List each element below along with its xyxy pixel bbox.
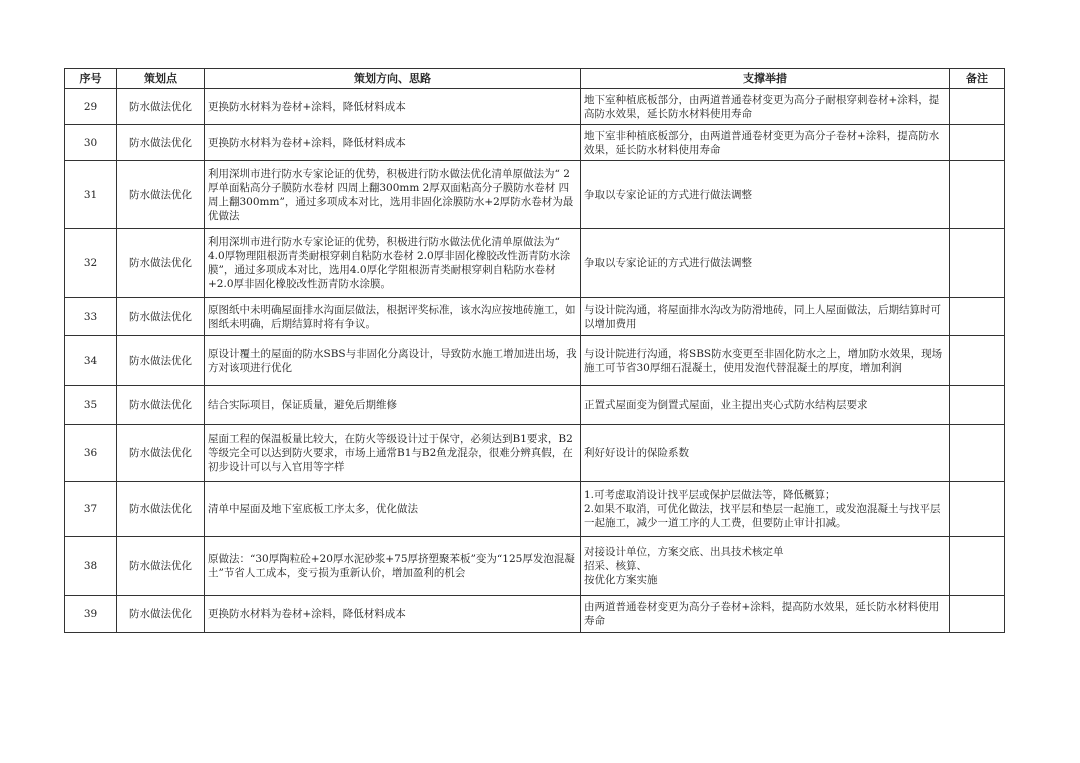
header-support: 支撑举措 xyxy=(581,69,950,89)
cell-no: 29 xyxy=(65,89,117,125)
cell-note xyxy=(950,125,1005,161)
cell-direction: 更换防水材料为卷材+涂料，降低材料成本 xyxy=(205,125,581,161)
cell-support: 争取以专家论证的方式进行做法调整 xyxy=(581,161,950,229)
cell-direction: 屋面工程的保温板量比较大，在防火等级设计过于保守，必须达到B1要求，B2等级完全可以达到防火要求，市场上通常B1与B2鱼龙混杂，很难分辨真假，在初步设计可以与入官用等字样 xyxy=(205,425,581,482)
cell-direction: 清单中屋面及地下室底板工序太多，优化做法 xyxy=(205,482,581,537)
cell-note xyxy=(950,425,1005,482)
table-row xyxy=(65,229,1005,298)
cell-no: 38 xyxy=(65,537,117,596)
cell-support: 地下室非种植底板部分，由两道普通卷材变更为高分子卷材+涂料，提高防水效果，延长防水材料使用寿命 xyxy=(581,125,950,161)
table-row xyxy=(65,89,1005,125)
cell-note xyxy=(950,482,1005,537)
cell-point: 防水做法优化 xyxy=(117,386,205,425)
table-row xyxy=(65,596,1005,633)
cell-no: 34 xyxy=(65,336,117,386)
cell-no: 37 xyxy=(65,482,117,537)
cell-support: 与设计院进行沟通，将SBS防水变更至非固化防水之上，增加防水效果，现场施工可节省30厚细石混凝土，使用发泡代替混凝土的厚度，增加利润 xyxy=(581,336,950,386)
cell-direction: 原图纸中未明确屋面排水沟面层做法，根据评奖标准，该水沟应按地砖施工，如图纸未明确，后期结算时将有争议。 xyxy=(205,298,581,336)
cell-point: 防水做法优化 xyxy=(117,537,205,596)
cell-support: 争取以专家论证的方式进行做法调整 xyxy=(581,229,950,298)
cell-direction: 更换防水材料为卷材+涂料，降低材料成本 xyxy=(205,89,581,125)
cell-support: 由两道普通卷材变更为高分子卷材+涂料，提高防水效果，延长防水材料使用寿命 xyxy=(581,596,950,633)
cell-note xyxy=(950,336,1005,386)
cell-note xyxy=(950,161,1005,229)
cell-note xyxy=(950,537,1005,596)
cell-support: 1.可考虑取消设计找平层或保护层做法等，降低概算； 2.如果不取消，可优化做法，找平层和垫层一起施工，或发泡混凝土与找平层一起施工，减少一道工序的人工费，但要防止审计扣减。 xyxy=(581,482,950,537)
cell-direction: 更换防水材料为卷材+涂料，降低材料成本 xyxy=(205,596,581,633)
cell-point: 防水做法优化 xyxy=(117,125,205,161)
cell-note xyxy=(950,386,1005,425)
table-row xyxy=(65,482,1005,537)
table-row xyxy=(65,298,1005,336)
table-row xyxy=(65,537,1005,596)
cell-support: 与设计院沟通，将屋面排水沟改为防滑地砖，同上人屋面做法，后期结算时可以增加费用 xyxy=(581,298,950,336)
plan-table-container xyxy=(64,68,1004,633)
cell-note xyxy=(950,89,1005,125)
cell-support: 地下室种植底板部分，由两道普通卷材变更为高分子耐根穿刺卷材+涂料，提高防水效果，延长防水材料使用寿命 xyxy=(581,89,950,125)
cell-point: 防水做法优化 xyxy=(117,482,205,537)
cell-point: 防水做法优化 xyxy=(117,89,205,125)
cell-direction: 原做法：“30厚陶粒砼+20厚水泥砂浆+75厚挤塑聚苯板”变为“125厚发泡混凝土”节省人工成本，变亏损为重新认价，增加盈利的机会 xyxy=(205,537,581,596)
cell-point: 防水做法优化 xyxy=(117,425,205,482)
cell-point: 防水做法优化 xyxy=(117,336,205,386)
cell-point: 防水做法优化 xyxy=(117,298,205,336)
cell-point: 防水做法优化 xyxy=(117,161,205,229)
cell-support: 利好好设计的保险系数 xyxy=(581,425,950,482)
table-row xyxy=(65,336,1005,386)
cell-no: 31 xyxy=(65,161,117,229)
header-no: 序号 xyxy=(65,69,117,89)
header-point: 策划点 xyxy=(117,69,205,89)
cell-no: 30 xyxy=(65,125,117,161)
table-row xyxy=(65,425,1005,482)
cell-no: 39 xyxy=(65,596,117,633)
cell-no: 32 xyxy=(65,229,117,298)
table-row xyxy=(65,125,1005,161)
cell-note xyxy=(950,229,1005,298)
cell-point: 防水做法优化 xyxy=(117,596,205,633)
cell-direction: 利用深圳市进行防水专家论证的优势，积极进行防水做法优化清单原做法为“ 4.0厚物理阻根沥青类耐根穿刺自粘防水卷材 2.0厚非固化橡胶改性沥青防水涂膜”，通过多项成本对比，选用4.0厚化学阻根沥青类耐根穿刺自粘防水卷材+2.0厚非固化橡胶改性沥青防水涂膜。 xyxy=(205,229,581,298)
table-header-row xyxy=(65,69,1005,89)
cell-direction: 利用深圳市进行防水专家论证的优势，积极进行防水做法优化清单原做法为“ 2厚单面粘高分子膜防水卷材 四周上翻300mm 2厚双面粘高分子膜防水卷材 四周上翻300mm”，通过多项成本对比，选用非固化涂膜防水+2厚防水卷材为最优做法 xyxy=(205,161,581,229)
cell-no: 35 xyxy=(65,386,117,425)
header-note: 备注 xyxy=(950,69,1005,89)
table-row xyxy=(65,386,1005,425)
cell-direction: 原设计覆土的屋面的防水SBS与非固化分离设计，导致防水施工增加进出场，我方对该项进行优化 xyxy=(205,336,581,386)
cell-note xyxy=(950,596,1005,633)
cell-point: 防水做法优化 xyxy=(117,229,205,298)
cell-no: 36 xyxy=(65,425,117,482)
plan-table xyxy=(64,68,1005,633)
cell-direction: 结合实际项目，保证质量，避免后期维修 xyxy=(205,386,581,425)
cell-note xyxy=(950,298,1005,336)
cell-support: 对接设计单位，方案交底、出具技术核定单 招采、核算、 按优化方案实施 xyxy=(581,537,950,596)
cell-no: 33 xyxy=(65,298,117,336)
cell-support: 正置式屋面变为倒置式屋面，业主提出夹心式防水结构层要求 xyxy=(581,386,950,425)
table-row xyxy=(65,161,1005,229)
header-direction: 策划方向、思路 xyxy=(205,69,581,89)
